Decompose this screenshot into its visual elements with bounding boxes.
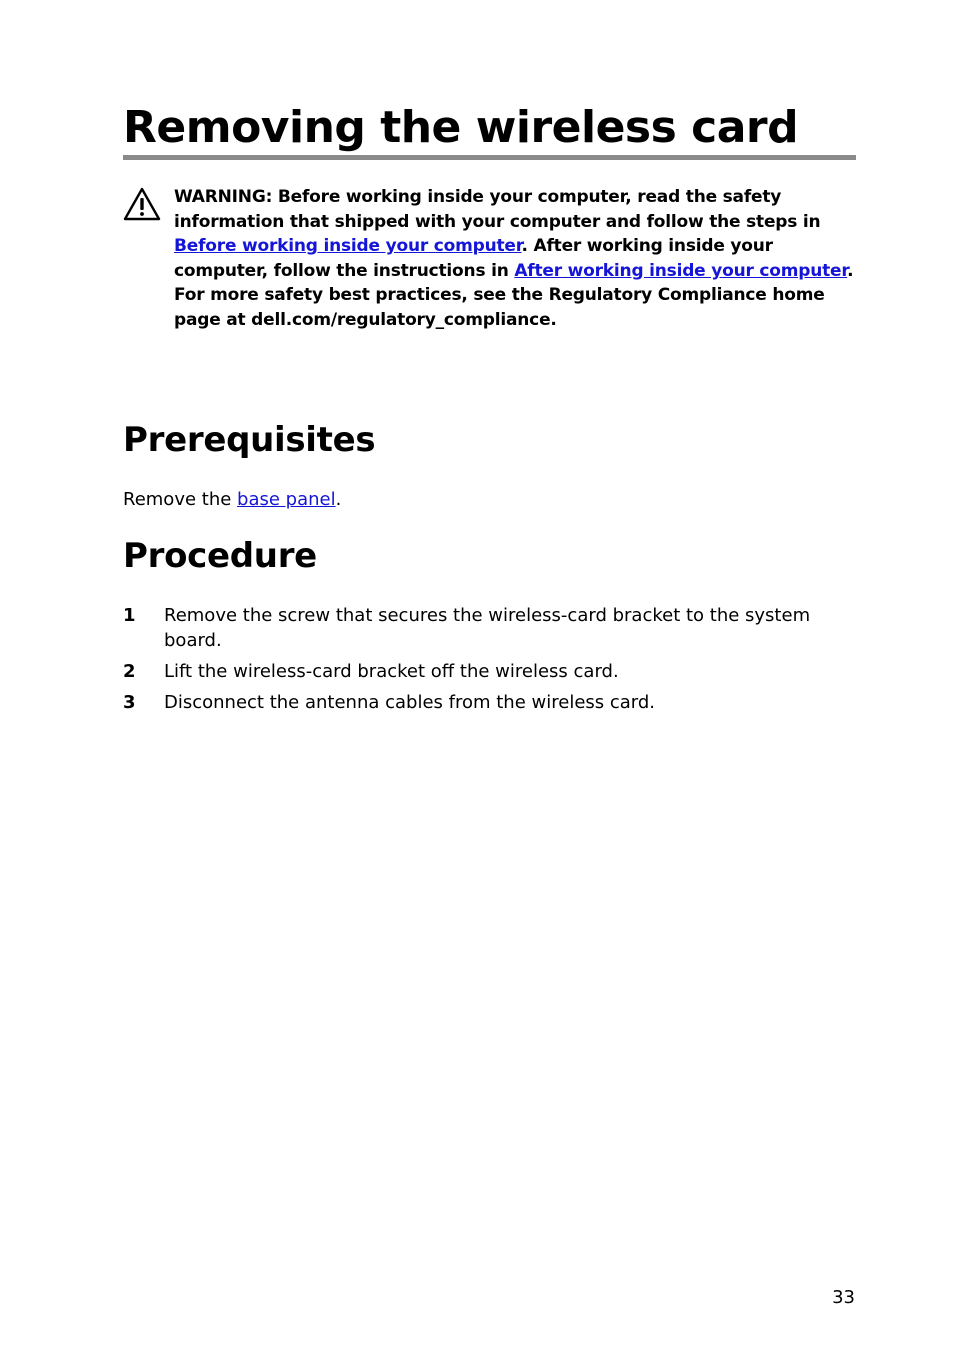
base-panel-link[interactable]: base panel <box>237 489 336 510</box>
prerequisites-text-after: . <box>335 489 342 510</box>
warning-tail: . For more safety best practices, see the Regulatory Compliance home page at dell.com/regulatory_compliance. <box>174 260 854 330</box>
step-number: 2 <box>123 661 136 682</box>
procedure-heading: Procedure <box>123 536 317 576</box>
procedure-step <box>123 603 843 653</box>
procedure-step <box>123 659 843 684</box>
procedure-steps <box>123 603 843 721</box>
step-number: 3 <box>123 692 136 713</box>
prerequisites-text-before: Remove the <box>123 489 238 510</box>
step-number: 1 <box>123 605 136 626</box>
page-number: 33 <box>832 1287 855 1308</box>
warning-middle: . After working inside your computer, follow the instructions in <box>174 236 773 281</box>
prerequisites-text <box>123 488 341 512</box>
step-text: Disconnect the antenna cables from the wireless card. <box>164 692 656 713</box>
prerequisites-heading: Prerequisites <box>123 420 376 460</box>
step-text: Lift the wireless-card bracket off the wireless card. <box>164 661 619 682</box>
before-working-link[interactable]: Before working inside your computer <box>174 236 522 257</box>
warning-triangle-icon <box>123 187 161 221</box>
after-working-link[interactable]: After working inside your computer <box>514 260 848 281</box>
warning-text <box>174 185 854 333</box>
procedure-step <box>123 690 843 715</box>
step-text: Remove the screw that secures the wireless-card bracket to the system board. <box>164 605 811 651</box>
page-title: Removing the wireless card <box>123 102 799 153</box>
warning-lead: WARNING: Before working inside your computer, read the safety information that shipped with your computer and follow the steps in <box>174 187 821 232</box>
title-rule <box>123 155 856 160</box>
